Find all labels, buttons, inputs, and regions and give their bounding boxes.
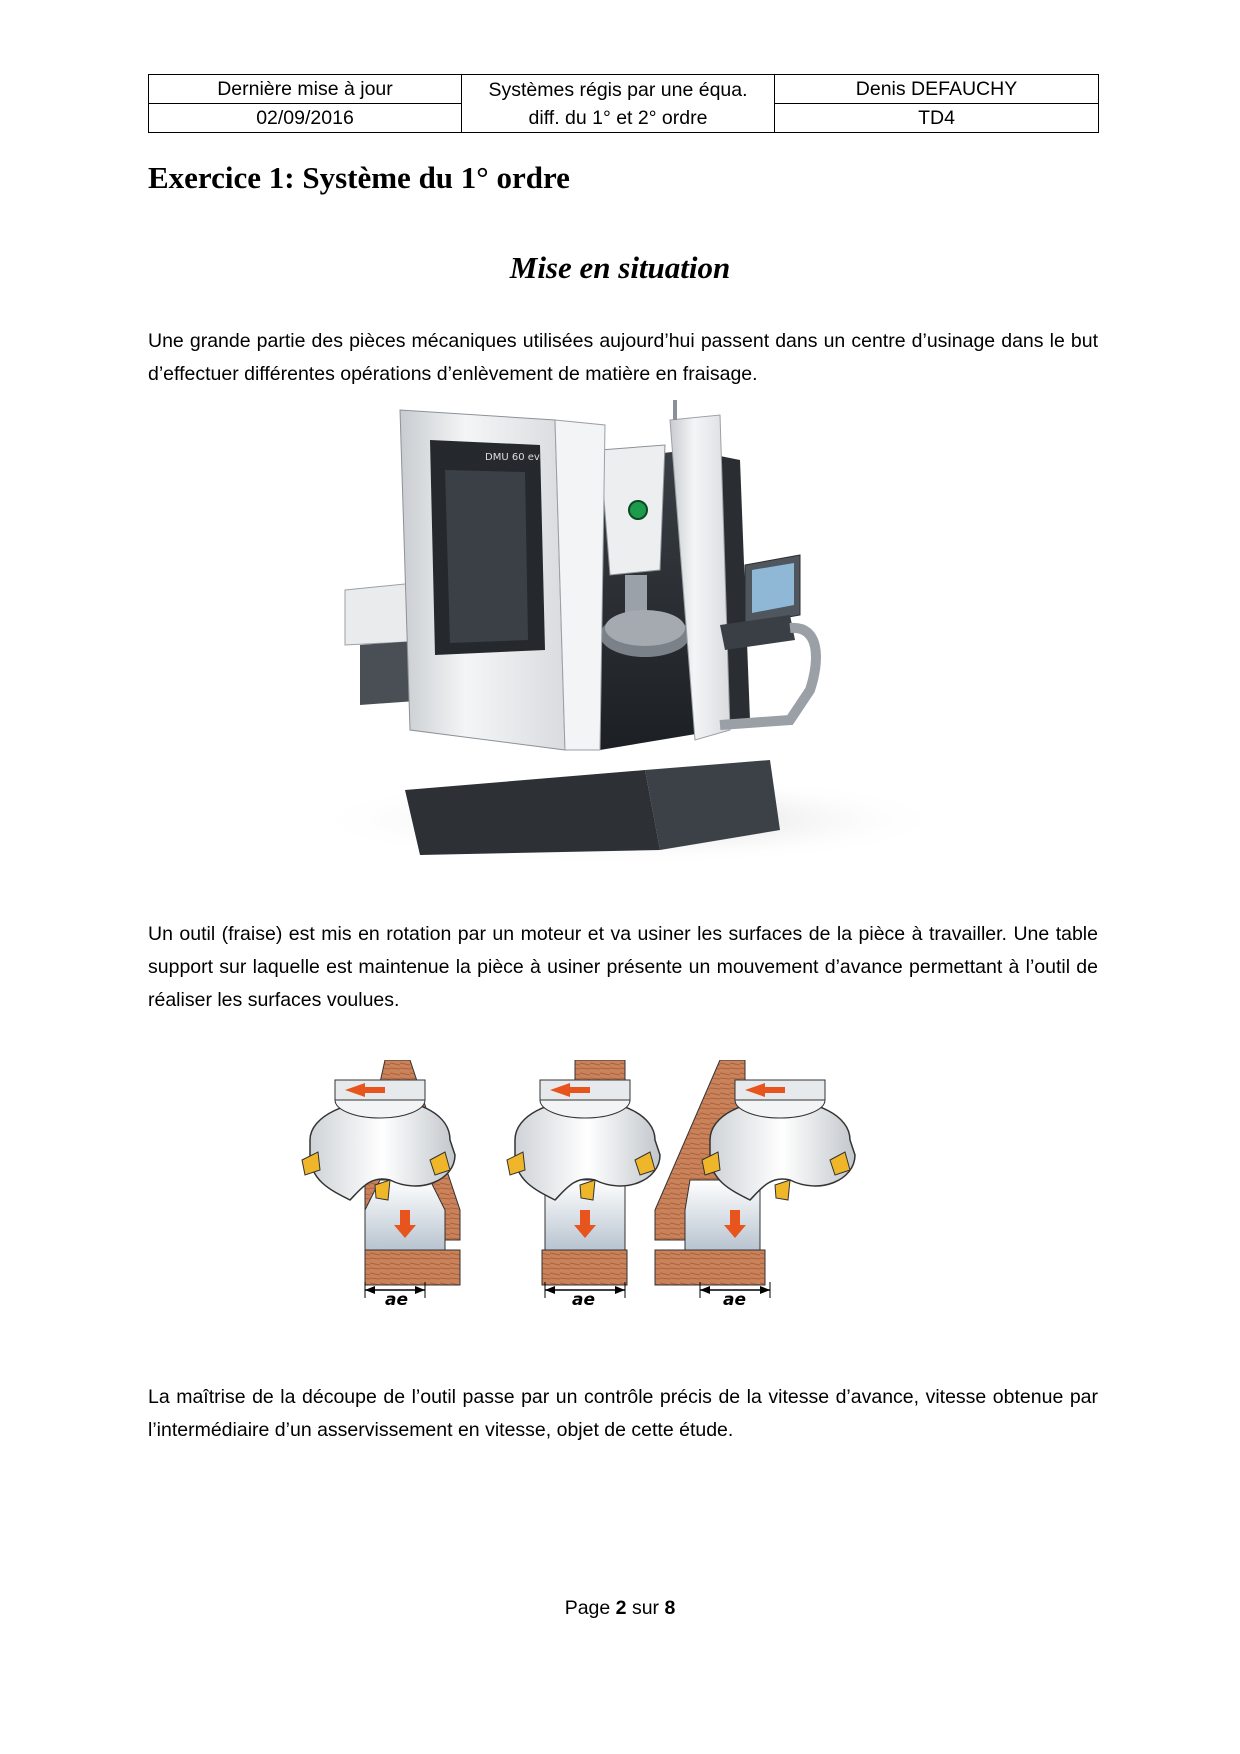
milling-case-3 — [655, 1060, 855, 1310]
page-footer — [0, 1597, 1240, 1620]
milling-configurations-image — [290, 1060, 970, 1340]
page-total: 8 — [664, 1597, 676, 1619]
doc-code: TD4 — [775, 104, 1099, 133]
doc-subject — [462, 75, 775, 133]
doc-subject-line1: Systèmes régis par une équa. — [488, 78, 748, 101]
page-current: 2 — [615, 1597, 627, 1619]
page-prefix: Page — [564, 1597, 611, 1619]
header-table — [148, 74, 1099, 133]
doc-subject-line2: diff. du 1° et 2° ordre — [528, 106, 708, 129]
update-date: 02/09/2016 — [149, 104, 462, 133]
tool-paragraph: Un outil (fraise) est mis en rotation par un moteur et va usiner les surfaces de la pièce à travailler. Une table support sur laquelle est maintenue la pièce à usiner présente un mouvement d’avance permettant à l’outil de réaliser les surfaces voulues. — [148, 923, 1098, 1011]
milling-case-1 — [302, 1060, 460, 1310]
machine-brand-text: DMU 60 evo — [485, 452, 546, 463]
dimension-label-1: ae — [385, 1290, 409, 1310]
control-paragraph: La maîtrise de la découpe de l’outil passe par un contrôle précis de la vitesse d’avance, vitesse obtenue par l’intermédiaire d’un asservissement en vitesse, objet de cette étude. — [148, 1386, 1098, 1441]
dimension-label-2: ae — [572, 1290, 596, 1310]
machining-center-image — [300, 400, 940, 870]
page-separator: sur — [631, 1597, 660, 1619]
milling-case-2 — [507, 1060, 660, 1310]
dimension-label-3: ae — [723, 1290, 747, 1310]
last-update-label: Dernière mise à jour — [149, 75, 462, 104]
author-name: Denis DEFAUCHY — [775, 75, 1099, 104]
intro-paragraph: Une grande partie des pièces mécaniques utilisées aujourd’hui passent dans un centre d’usinage dans le but d’effectuer différentes opérations d’enlèvement de matière en fraisage. — [148, 330, 1098, 385]
exercise-title: Exercice 1: Système du 1° ordre — [148, 160, 570, 195]
section-title: Mise en situation — [509, 250, 731, 285]
